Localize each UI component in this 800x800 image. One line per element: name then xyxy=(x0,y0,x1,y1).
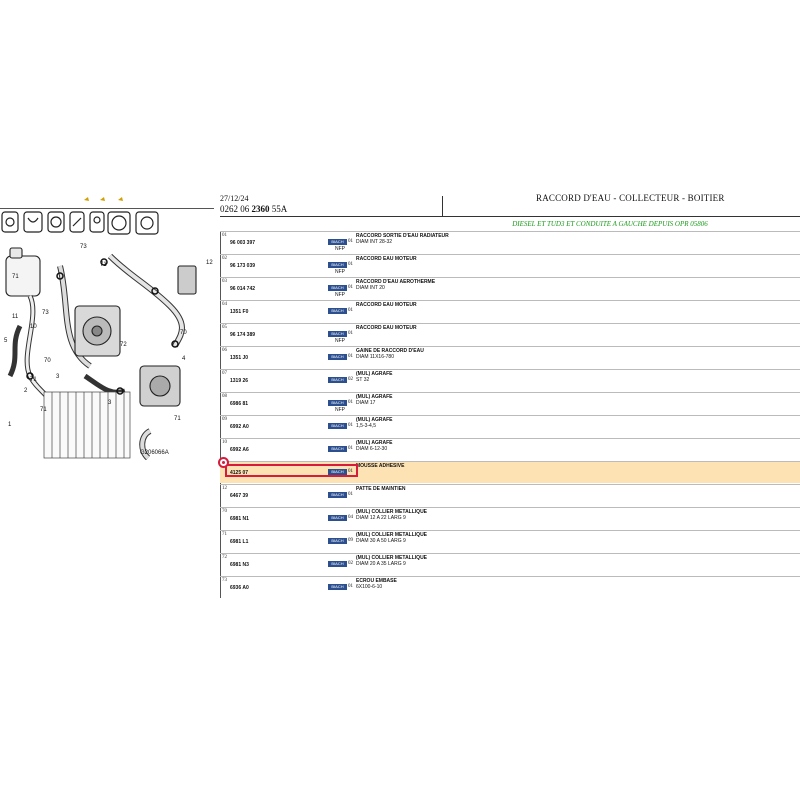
table-row[interactable] xyxy=(220,369,800,391)
nfp-flag: NFP xyxy=(335,246,345,252)
brand-badge[interactable]: BIACH xyxy=(328,469,347,475)
brand-badge[interactable]: BIACH xyxy=(328,262,347,268)
row-number: 70 xyxy=(222,509,227,514)
part-quantity: 01 xyxy=(348,285,353,290)
table-row[interactable] xyxy=(220,415,800,437)
part-quantity: 01 xyxy=(348,492,353,497)
part-description: RACCORD EAU MOTEUR xyxy=(356,302,417,308)
table-row[interactable] xyxy=(220,507,800,529)
svg-text:1: 1 xyxy=(8,422,12,428)
part-spec: 1,5-3-4,5 xyxy=(356,423,377,429)
svg-text:3: 3 xyxy=(56,374,60,380)
part-description: (MUL) AGRAFE xyxy=(356,417,393,423)
parts-diagram xyxy=(0,196,214,460)
table-row[interactable] xyxy=(220,576,800,598)
brand-badge[interactable]: BIACH xyxy=(328,584,347,590)
header-divider xyxy=(442,196,443,216)
nfp-flag: NFP xyxy=(335,292,345,298)
table-row[interactable] xyxy=(220,392,800,414)
part-reference[interactable]: 96 014 742 xyxy=(230,286,256,292)
part-reference[interactable]: 6992 A6 xyxy=(230,447,249,453)
svg-text:73: 73 xyxy=(80,244,87,250)
part-spec: DIAM 12 A 22 LARG 9 xyxy=(356,515,406,521)
brand-badge[interactable]: BIACH xyxy=(328,561,347,567)
part-description: (MUL) AGRAFE xyxy=(356,394,393,400)
table-row[interactable] xyxy=(220,438,800,460)
svg-text:70: 70 xyxy=(44,358,51,364)
svg-text:5: 5 xyxy=(4,338,8,344)
part-quantity: 04 xyxy=(348,515,353,520)
part-description: GAINE DE RACCORD D'EAU xyxy=(356,348,424,354)
svg-text:72: 72 xyxy=(120,342,127,348)
brand-badge[interactable]: BIACH xyxy=(328,538,347,544)
part-quantity: 01 xyxy=(348,308,353,313)
brand-badge[interactable]: BIACH xyxy=(328,446,347,452)
part-spec: DIAM INT 28-32 xyxy=(356,239,393,245)
part-description: RACCORD D'EAU AEROTHERME xyxy=(356,279,436,285)
part-quantity: 01 xyxy=(348,354,353,359)
row-number: 72 xyxy=(222,555,227,560)
row-number: 12 xyxy=(222,486,227,491)
part-description: ECROU EMBASE xyxy=(356,578,397,584)
part-spec: DIAM 17 xyxy=(356,400,376,406)
part-description: (MUL) COLLIER METALLIQUE xyxy=(356,532,428,538)
row-number: 10 xyxy=(222,440,227,445)
table-row[interactable] xyxy=(220,553,800,575)
part-spec: 6X100-6-10 xyxy=(356,584,383,590)
header-reference xyxy=(220,204,287,215)
page-title: RACCORD D'EAU - COLLECTEUR - BOITIER xyxy=(536,193,725,203)
part-reference[interactable]: 96 174 389 xyxy=(230,332,256,338)
row-number: 05 xyxy=(222,325,227,330)
part-description: RACCORD EAU MOTEUR xyxy=(356,256,417,262)
table-row[interactable] xyxy=(220,484,800,506)
part-quantity: 01 xyxy=(348,239,353,244)
table-row[interactable] xyxy=(220,231,800,253)
part-quantity: 01 xyxy=(348,400,353,405)
part-quantity: 01 xyxy=(348,446,353,451)
part-spec: DIAM INT 20 xyxy=(356,285,385,291)
row-number: 07 xyxy=(222,371,227,376)
part-description: (MUL) COLLIER METALLIQUE xyxy=(356,509,428,515)
nfp-flag: NFP xyxy=(335,269,345,275)
part-spec: DIAM 6-12-30 xyxy=(356,446,388,452)
target-marker-icon xyxy=(218,457,229,468)
part-spec: DIAM 11X16-780 xyxy=(356,354,394,360)
top-legend-strip xyxy=(0,197,214,234)
svg-text:12: 12 xyxy=(206,260,213,266)
header-date: 27/12/24 xyxy=(220,194,249,203)
brand-badge[interactable]: BIACH xyxy=(328,354,347,360)
catalogue-header xyxy=(220,193,800,216)
part-reference[interactable]: 6981 N1 xyxy=(230,516,249,522)
part-description: RACCORD SORTIE D'EAU RADIATEUR xyxy=(356,233,449,239)
part-reference[interactable]: 4125 07 xyxy=(230,470,249,476)
svg-text:71: 71 xyxy=(30,377,37,383)
svg-text:71: 71 xyxy=(100,262,107,268)
part-spec: DIAM 30 A 50 LARG 9 xyxy=(356,538,406,544)
selection-highlight-box xyxy=(225,464,358,477)
header-rule xyxy=(220,216,800,217)
part-quantity: 02 xyxy=(348,377,353,382)
nfp-flag: NFP xyxy=(335,338,345,344)
page-subtitle: DIESEL ET TUD3 ET CONDUITE A GAUCHE DEPUIS OPR 05806 xyxy=(512,220,708,228)
svg-text:4: 4 xyxy=(182,356,186,362)
row-number: 06 xyxy=(222,348,227,353)
part-reference[interactable]: 1319 26 xyxy=(230,378,249,384)
svg-text:73: 73 xyxy=(42,310,49,316)
part-spec: DIAM 20 A 35 LARG 9 xyxy=(356,561,406,567)
part-description: (MUL) AGRAFE xyxy=(356,440,393,446)
brand-badge[interactable]: BIACH xyxy=(328,377,347,383)
brand-badge[interactable]: BIACH xyxy=(328,515,347,521)
svg-text:11: 11 xyxy=(12,314,19,320)
brand-badge[interactable]: BIACH xyxy=(328,285,347,291)
row-number: 02 xyxy=(222,256,227,261)
table-row[interactable] xyxy=(220,461,800,483)
brand-badge[interactable]: BIACH xyxy=(328,492,347,498)
part-quantity: 01 xyxy=(348,469,353,474)
brand-badge[interactable]: BIACH xyxy=(328,400,347,406)
row-number: 03 xyxy=(222,279,227,284)
row-number: 71 xyxy=(222,532,227,537)
part-reference[interactable]: 96 003 397 xyxy=(230,240,256,246)
ref-bold: 2360 xyxy=(251,204,270,214)
svg-text:71: 71 xyxy=(40,407,47,413)
part-reference[interactable]: 6981 L1 xyxy=(230,539,249,545)
row-number: 08 xyxy=(222,394,227,399)
row-number: 73 xyxy=(222,578,227,583)
part-spec: ST 32 xyxy=(356,377,370,383)
part-quantity: 01 xyxy=(348,262,353,267)
ref-suffix: 55A xyxy=(271,204,288,214)
table-row[interactable] xyxy=(220,254,800,276)
row-number: 01 xyxy=(222,233,227,238)
part-quantity: 02 xyxy=(348,561,353,566)
ref-prefix: 0262 06 xyxy=(220,204,250,214)
svg-text:3: 3 xyxy=(108,400,112,406)
table-row[interactable] xyxy=(220,346,800,368)
part-description: (MUL) COLLIER METALLIQUE xyxy=(356,555,428,561)
part-reference[interactable]: 6981 N3 xyxy=(230,562,249,568)
part-reference[interactable]: 6992 A0 xyxy=(230,424,249,430)
table-row[interactable] xyxy=(220,277,800,299)
table-row[interactable] xyxy=(220,530,800,552)
row-number: 04 xyxy=(222,302,227,307)
part-description: (MUL) AGRAFE xyxy=(356,371,393,377)
part-quantity: 01 xyxy=(348,423,353,428)
part-reference[interactable]: 96 173 039 xyxy=(230,263,256,269)
part-reference[interactable]: 6986 81 xyxy=(230,401,249,407)
part-description: PATTE DE MAINTIEN xyxy=(356,486,406,492)
part-reference[interactable]: 6467 39 xyxy=(230,493,249,499)
part-reference[interactable]: 1351 J0 xyxy=(230,355,249,361)
svg-text:70: 70 xyxy=(180,330,187,336)
part-quantity: 09 xyxy=(348,538,353,543)
part-quantity: 01 xyxy=(348,331,353,336)
table-row[interactable] xyxy=(220,323,800,345)
engine-hoses-drawing xyxy=(6,248,196,458)
svg-text:G206066A: G206066A xyxy=(140,450,169,456)
part-reference[interactable]: 6936 A0 xyxy=(230,585,249,591)
svg-text:10: 10 xyxy=(30,324,37,330)
table-row[interactable] xyxy=(220,300,800,322)
brand-badge[interactable]: BIACH xyxy=(328,331,347,337)
part-description: RACCORD EAU MOTEUR xyxy=(356,325,417,331)
brand-badge[interactable]: BIACH xyxy=(328,423,347,429)
nfp-flag: NFP xyxy=(335,407,345,413)
part-quantity: 01 xyxy=(348,584,353,589)
brand-badge[interactable]: BIACH xyxy=(328,239,347,245)
part-description: MOUSSE ADHESIVE xyxy=(356,463,405,469)
brand-badge[interactable]: BIACH xyxy=(328,308,347,314)
svg-text:71: 71 xyxy=(12,274,19,280)
svg-text:2: 2 xyxy=(24,388,28,394)
part-reference[interactable]: 1351 F0 xyxy=(230,309,249,315)
legend-part-icon xyxy=(2,212,158,234)
svg-text:71: 71 xyxy=(174,416,181,422)
row-number: 09 xyxy=(222,417,227,422)
